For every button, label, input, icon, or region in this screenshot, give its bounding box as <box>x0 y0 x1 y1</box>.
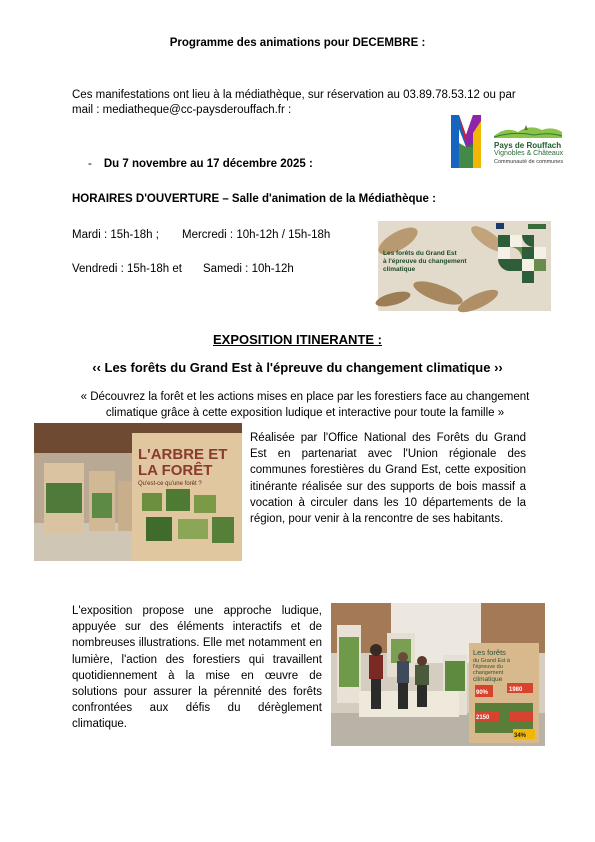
hours-wednesday: Mercredi : 10h-12h / 15h-18h <box>182 229 331 241</box>
page-title: Programme des animations pour DECEMBRE : <box>169 37 426 49</box>
logo-side-label: MÉDIATHÈQUE <box>444 132 449 165</box>
photo2-stat1: 90% <box>476 690 489 696</box>
bullet-dash: - <box>88 158 92 170</box>
hours-tuesday: Mardi : 15h-18h ; <box>72 229 159 241</box>
exhibition-heading: EXPOSITION ITINERANTE : <box>212 332 382 347</box>
mediatheque-logo <box>445 113 487 170</box>
photo1-panel-line1: L'ARBRE ET <box>138 446 228 463</box>
photo2-panel-line4: changement <box>473 670 504 676</box>
photo2-panel-line2: du Grand Est à <box>473 658 510 664</box>
pays-rouffach-logo <box>494 142 564 166</box>
exhibition-poster-image <box>378 221 551 311</box>
date-range-text: Du 7 novembre au 17 décembre 2025 : <box>103 158 313 170</box>
exhibition-photo-2 <box>331 603 545 746</box>
poster-line1: Les forêts du Grand Est <box>383 250 457 257</box>
exhibition-paragraph-2: L'exposition propose une approche ludique, appuyée sur des éléments interactifs et de nombreuses illustrations. Elle met notamment en lumière, l'action des forestiers qui travaillent quotidiennement à la mise en œuvre de solutions pour assurer la pérennité des forêts confrontées aux défis du dérèglement climatique. <box>72 605 322 731</box>
landscape-icon <box>494 122 562 138</box>
photo2-stat3: 2150 <box>476 715 490 721</box>
exhibition-paragraph-1: Réalisée par l'Office National des Forêts du Grand Est en partenariat avec l'Union régionale des communes forestières du Grand Est, cette exposition itinérante réalisée sur des supports de bois massif a vocation à circuler dans les 10 départements de la région, pour venir à la rencontre de ses habitants. <box>250 432 526 526</box>
photo1-panel-line3: Qu'est-ce qu'une forêt ? <box>138 481 202 487</box>
photo2-panel-line3: l'épreuve du <box>473 664 503 670</box>
poster-line3: climatique <box>383 266 416 273</box>
exhibition-photo-1 <box>34 423 242 561</box>
hours-friday: Vendredi : 15h-18h et <box>72 263 182 275</box>
date-range <box>88 158 313 170</box>
photo1-panel-line2: LA FORÊT <box>138 462 213 479</box>
intro-text: Ces manifestations ont lieu à la médiathèque, sur réservation au 03.89.78.53.12 ou par mail : mediatheque@cc-paysderouffach.fr : <box>72 89 516 116</box>
hours-heading: HORAIRES D'OUVERTURE – Salle d'animation de la Médiathèque : <box>72 193 436 205</box>
photo2-panel-line5: climatique <box>473 676 503 683</box>
exhibition-quote: « Découvrez la forêt et les actions mises en place par les forestiers face au changement climatique grâce à cette exposition ludique et interactive pour toute la famille » <box>80 391 530 419</box>
photo2-stat4: 34% <box>514 733 527 739</box>
logo-name-2: Vignobles & Châteaux <box>494 150 564 157</box>
poster-line2: à l'épreuve du changement <box>383 258 467 265</box>
photo2-stat2: 1980 <box>509 687 523 693</box>
photo2-panel-line1: Les forêts <box>473 648 506 657</box>
logo-name-1: Pays de Rouffach <box>494 141 562 150</box>
exhibition-title: ‹‹ Les forêts du Grand Est à l'épreuve du changement climatique ›› <box>92 360 503 375</box>
hours-saturday: Samedi : 10h-12h <box>203 263 294 275</box>
logo-name-3: Communauté de communes <box>494 159 564 165</box>
